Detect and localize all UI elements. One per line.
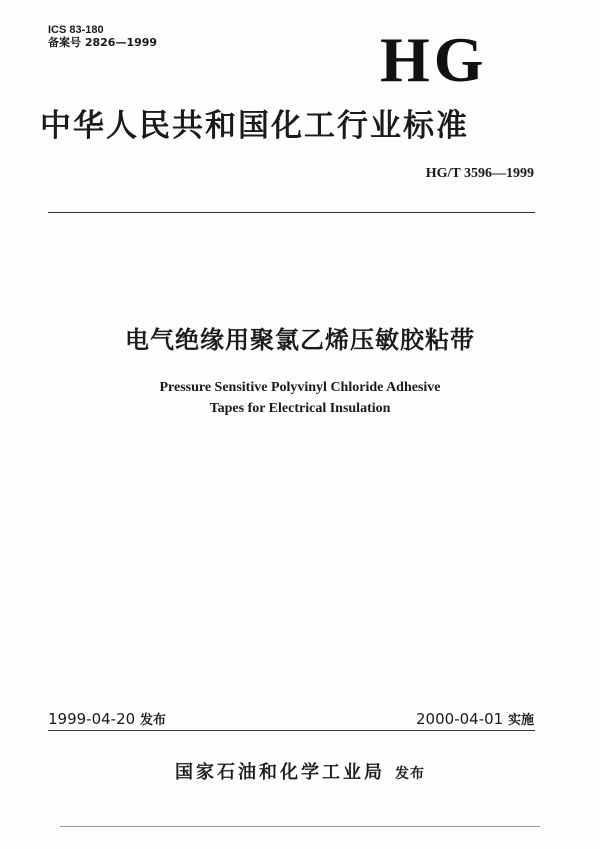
document-title-en-line2: Tapes for Electrical Insulation [209, 401, 391, 416]
implementation-date: 2000-04-01 [416, 710, 504, 728]
bottom-rule [60, 826, 540, 827]
implementation-label: 实施 [507, 713, 534, 728]
issue-label: 发布 [139, 713, 166, 728]
industry-standard-title: 中华人民共和国化工行业标准 [40, 108, 469, 144]
issue-date-block [48, 710, 166, 730]
implementation-date-block [416, 710, 534, 730]
publisher-line [0, 762, 600, 785]
standard-number: HG/T 3596—1999 [425, 166, 534, 181]
document-title-en-line1: Pressure Sensitive Polyvinyl Chloride Adhesive [159, 380, 441, 395]
issue-date: 1999-04-20 [48, 710, 136, 728]
header-divider [48, 212, 535, 213]
document-title-cn: 电气绝缘用聚氯乙烯压敏胶粘带 [125, 326, 475, 354]
publisher-suffix: 发布 [395, 766, 425, 782]
hg-logo: HG [380, 24, 488, 95]
record-number: 备案号 2826—1999 [48, 36, 158, 49]
ics-code: ICS 83-180 [48, 24, 104, 36]
footer-divider [48, 730, 535, 731]
publisher-name: 国家石油和化学工业局 [175, 762, 385, 783]
